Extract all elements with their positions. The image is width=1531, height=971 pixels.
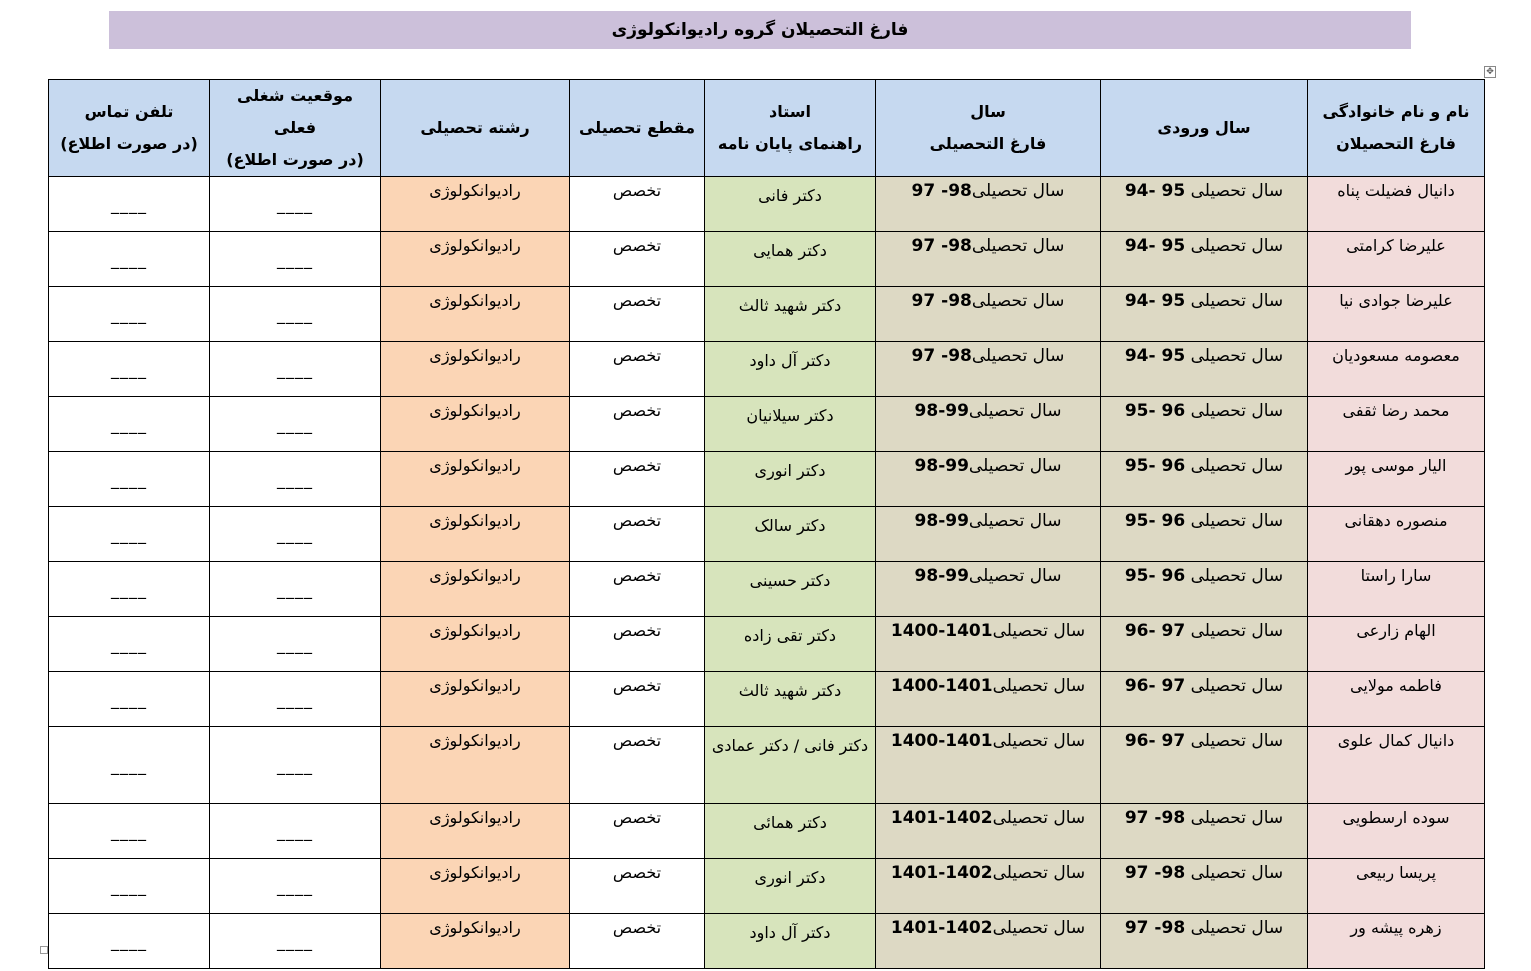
table-row bbox=[49, 562, 1485, 617]
cell-name: فاطمه مولایی bbox=[1308, 672, 1485, 727]
cell-field: رادیوانکولوژی bbox=[381, 287, 570, 342]
cell-level: تخصص bbox=[570, 562, 705, 617]
cell-level: تخصص bbox=[570, 804, 705, 859]
cell-job: ____ bbox=[210, 562, 381, 617]
cell-field: رادیوانکولوژی bbox=[381, 859, 570, 914]
table-header-row bbox=[49, 80, 1485, 177]
cell-advisor: دکتر آل داود bbox=[705, 342, 876, 397]
cell-field: رادیوانکولوژی bbox=[381, 452, 570, 507]
cell-entry-year: سال تحصیلی 96 -95 bbox=[1101, 397, 1308, 452]
cell-advisor: دکتر سیلانیان bbox=[705, 397, 876, 452]
cell-entry-year: سال تحصیلی 95 -94 bbox=[1101, 232, 1308, 287]
cell-field: رادیوانکولوژی bbox=[381, 507, 570, 562]
cell-job: ____ bbox=[210, 397, 381, 452]
cell-phone: ____ bbox=[49, 452, 210, 507]
cell-entry-year: سال تحصیلی 98- 97 bbox=[1101, 804, 1308, 859]
cell-name: الهام زارعی bbox=[1308, 617, 1485, 672]
cell-phone: ____ bbox=[49, 804, 210, 859]
table-row bbox=[49, 507, 1485, 562]
cell-graduation-year: سال تحصیلی98- 97 bbox=[876, 287, 1101, 342]
cell-entry-year: سال تحصیلی 98- 97 bbox=[1101, 859, 1308, 914]
table-row bbox=[49, 859, 1485, 914]
cell-field: رادیوانکولوژی bbox=[381, 914, 570, 969]
cell-job: ____ bbox=[210, 452, 381, 507]
table-row bbox=[49, 177, 1485, 232]
cell-graduation-year: سال تحصیلی98- 97 bbox=[876, 232, 1101, 287]
cell-advisor: دکتر همائی bbox=[705, 804, 876, 859]
cell-level: تخصص bbox=[570, 507, 705, 562]
cell-graduation-year: سال تحصیلی98- 97 bbox=[876, 342, 1101, 397]
cell-advisor: دکتر شهید ثالث bbox=[705, 287, 876, 342]
cell-entry-year: سال تحصیلی 95 -94 bbox=[1101, 287, 1308, 342]
cell-advisor: دکتر حسینی bbox=[705, 562, 876, 617]
cell-advisor: دکتر سالک bbox=[705, 507, 876, 562]
cell-level: تخصص bbox=[570, 287, 705, 342]
cell-level: تخصص bbox=[570, 727, 705, 804]
cell-field: رادیوانکولوژی bbox=[381, 617, 570, 672]
cell-advisor: دکتر فانی bbox=[705, 177, 876, 232]
cell-field: رادیوانکولوژی bbox=[381, 177, 570, 232]
cell-graduation-year: سال تحصیلی99-98 bbox=[876, 562, 1101, 617]
cell-graduation-year: سال تحصیلی1401-1400 bbox=[876, 672, 1101, 727]
cell-advisor: دکتر انوری bbox=[705, 859, 876, 914]
cell-phone: ____ bbox=[49, 859, 210, 914]
cell-field: رادیوانکولوژی bbox=[381, 672, 570, 727]
cell-entry-year: سال تحصیلی 96 -95 bbox=[1101, 507, 1308, 562]
cell-graduation-year: سال تحصیلی99-98 bbox=[876, 397, 1101, 452]
cell-graduation-year: سال تحصیلی1402-1401 bbox=[876, 914, 1101, 969]
cell-phone: ____ bbox=[49, 287, 210, 342]
header-phone: تلفن تماس (در صورت اطلاع) bbox=[49, 80, 210, 177]
cell-job: ____ bbox=[210, 672, 381, 727]
cell-phone: ____ bbox=[49, 914, 210, 969]
cell-job: ____ bbox=[210, 177, 381, 232]
table-row bbox=[49, 452, 1485, 507]
header-job: موقعیت شغلی فعلی (در صورت اطلاع) bbox=[210, 80, 381, 177]
cell-entry-year: سال تحصیلی 97 -96 bbox=[1101, 672, 1308, 727]
cell-level: تخصص bbox=[570, 859, 705, 914]
cell-level: تخصص bbox=[570, 672, 705, 727]
cell-field: رادیوانکولوژی bbox=[381, 342, 570, 397]
header-name: نام و نام خانوادگی فارغ التحصیلان bbox=[1308, 80, 1485, 177]
cell-phone: ____ bbox=[49, 672, 210, 727]
header-level: مقطع تحصیلی bbox=[570, 80, 705, 177]
cell-job: ____ bbox=[210, 914, 381, 969]
cell-job: ____ bbox=[210, 727, 381, 804]
cell-graduation-year: سال تحصیلی1401-1400 bbox=[876, 727, 1101, 804]
cell-phone: ____ bbox=[49, 727, 210, 804]
table-row bbox=[49, 342, 1485, 397]
table-row bbox=[49, 914, 1485, 969]
cell-field: رادیوانکولوژی bbox=[381, 804, 570, 859]
cell-level: تخصص bbox=[570, 914, 705, 969]
table-row bbox=[49, 804, 1485, 859]
cell-level: تخصص bbox=[570, 397, 705, 452]
cell-name: سارا راستا bbox=[1308, 562, 1485, 617]
cell-entry-year: سال تحصیلی 96 -95 bbox=[1101, 562, 1308, 617]
cell-name: معصومه مسعودیان bbox=[1308, 342, 1485, 397]
cell-name: الیار موسی پور bbox=[1308, 452, 1485, 507]
cell-advisor: دکتر همایی bbox=[705, 232, 876, 287]
cell-advisor: دکتر شهید ثالث bbox=[705, 672, 876, 727]
cell-graduation-year: سال تحصیلی1402-1401 bbox=[876, 859, 1101, 914]
cell-graduation-year: سال تحصیلی1402-1401 bbox=[876, 804, 1101, 859]
document-title: فارغ التحصیلان گروه رادیوانکولوژی bbox=[109, 11, 1411, 49]
cell-advisor: دکتر فانی / دکتر عمادی bbox=[705, 727, 876, 804]
cell-phone: ____ bbox=[49, 177, 210, 232]
cell-phone: ____ bbox=[49, 397, 210, 452]
cell-job: ____ bbox=[210, 859, 381, 914]
cell-name: منصوره دهقانی bbox=[1308, 507, 1485, 562]
cell-entry-year: سال تحصیلی 95 -94 bbox=[1101, 342, 1308, 397]
cell-phone: ____ bbox=[49, 232, 210, 287]
cell-graduation-year: سال تحصیلی99-98 bbox=[876, 507, 1101, 562]
cell-field: رادیوانکولوژی bbox=[381, 397, 570, 452]
table-row bbox=[49, 397, 1485, 452]
cell-entry-year: سال تحصیلی 97 -96 bbox=[1101, 617, 1308, 672]
cell-job: ____ bbox=[210, 804, 381, 859]
cell-advisor: دکتر آل داود bbox=[705, 914, 876, 969]
cell-field: رادیوانکولوژی bbox=[381, 232, 570, 287]
cell-job: ____ bbox=[210, 507, 381, 562]
cell-phone: ____ bbox=[49, 342, 210, 397]
cell-name: سوده ارسطویی bbox=[1308, 804, 1485, 859]
cell-graduation-year: سال تحصیلی1401-1400 bbox=[876, 617, 1101, 672]
cell-level: تخصص bbox=[570, 342, 705, 397]
header-entry-year: سال ورودی bbox=[1101, 80, 1308, 177]
table-move-handle-icon[interactable]: ✥ bbox=[1484, 66, 1496, 78]
cell-level: تخصص bbox=[570, 232, 705, 287]
cell-name: پریسا ربیعی bbox=[1308, 859, 1485, 914]
cell-entry-year: سال تحصیلی 96 -95 bbox=[1101, 452, 1308, 507]
cell-graduation-year: سال تحصیلی99-98 bbox=[876, 452, 1101, 507]
table-row bbox=[49, 617, 1485, 672]
cell-level: تخصص bbox=[570, 617, 705, 672]
cell-field: رادیوانکولوژی bbox=[381, 562, 570, 617]
header-field: رشته تحصیلی bbox=[381, 80, 570, 177]
cell-graduation-year: سال تحصیلی98- 97 bbox=[876, 177, 1101, 232]
cell-job: ____ bbox=[210, 342, 381, 397]
table-row bbox=[49, 232, 1485, 287]
cell-name: علیرضا جوادی نیا bbox=[1308, 287, 1485, 342]
cell-entry-year: سال تحصیلی 95 -94 bbox=[1101, 177, 1308, 232]
cell-job: ____ bbox=[210, 287, 381, 342]
cell-name: دانیال کمال علوی bbox=[1308, 727, 1485, 804]
cell-name: محمد رضا ثقفی bbox=[1308, 397, 1485, 452]
cell-phone: ____ bbox=[49, 617, 210, 672]
cell-job: ____ bbox=[210, 617, 381, 672]
cell-level: تخصص bbox=[570, 177, 705, 232]
header-graduation-year: سال فارغ التحصیلی bbox=[876, 80, 1101, 177]
cell-job: ____ bbox=[210, 232, 381, 287]
table-row bbox=[49, 672, 1485, 727]
cell-phone: ____ bbox=[49, 562, 210, 617]
cell-name: زهره پیشه ور bbox=[1308, 914, 1485, 969]
cell-name: علیرضا کرامتی bbox=[1308, 232, 1485, 287]
cell-entry-year: سال تحصیلی 97 -96 bbox=[1101, 727, 1308, 804]
table-row bbox=[49, 727, 1485, 804]
cell-phone: ____ bbox=[49, 507, 210, 562]
cell-advisor: دکتر تقی زاده bbox=[705, 617, 876, 672]
cell-level: تخصص bbox=[570, 452, 705, 507]
table-row bbox=[49, 287, 1485, 342]
header-advisor: استاد راهنمای پایان نامه bbox=[705, 80, 876, 177]
cell-name: دانیال فضیلت پناه bbox=[1308, 177, 1485, 232]
cell-advisor: دکتر انوری bbox=[705, 452, 876, 507]
cell-field: رادیوانکولوژی bbox=[381, 727, 570, 804]
graduates-table bbox=[48, 79, 1485, 969]
table-resize-handle[interactable] bbox=[40, 946, 48, 954]
cell-entry-year: سال تحصیلی 98- 97 bbox=[1101, 914, 1308, 969]
